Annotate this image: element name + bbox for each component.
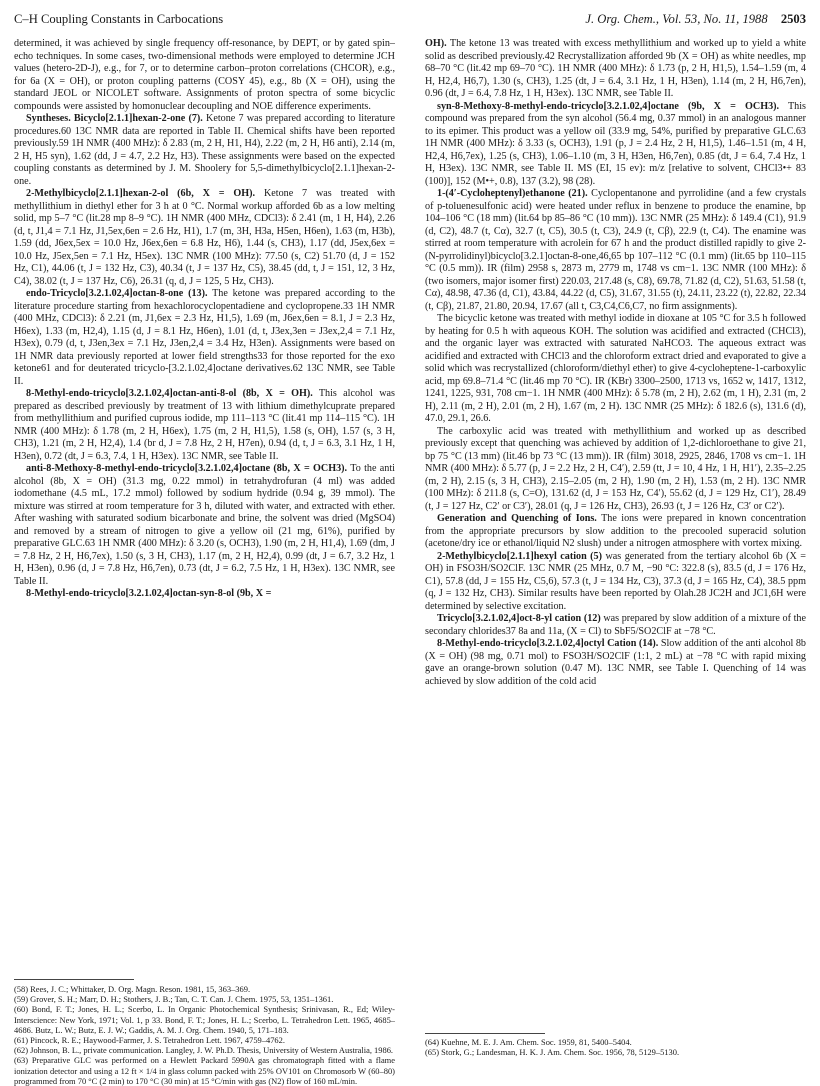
paragraph-heading: 2-Methylbicyclo[2.1.1]hexan-2-ol (6b, X = OH).: [26, 188, 256, 199]
footnote: (60) Bond, F. T.; Jones, H. L.; Scerbo, L. In Organic Photochemical Synthesis; Srinivasan, R., Ed; Wiley-Interscience: New York, 1971; Vol. 1, p 33. Bond, F. T.; Jones, H. L.; Scerbo, L. Tetrahedron Lett. 1965, 4685–4686. Butz, L. W.; Butz, E. J. W.; Gaddis, A. M. J. Org. Chem. 1940, 5, 171–183.: [14, 1004, 395, 1035]
footnote: (65) Stork, G.; Landesman, H. K. J. Am. Chem. Soc. 1956, 78, 5129–5130.: [425, 1047, 680, 1058]
paragraph-heading: endo-Tricyclo[3.2.1.02,4]octan-8-one (13).: [26, 288, 208, 299]
paragraph: [425, 313, 806, 426]
footnote: (58) Rees, J. C.; Whittaker, D. Org. Magn. Reson. 1981, 15, 363–369.: [14, 984, 251, 994]
paragraph: [425, 426, 806, 514]
paragraph-heading: 8-Methyl-endo-tricyclo[3.2.1.02,4]octan-anti-8-ol (8b, X = OH).: [26, 388, 313, 399]
paragraph-text: This compound was prepared from the syn alcohol (56.4 mg, 0.37 mmol) in an analogous manner to its epimer. This product was a yellow oil (33.9 mg, 54%, purified by preparative GLC.63 1H NMR (400 MHz): δ 3.33 (s, OCH3), 1.91 (p, J = 2.4 Hz, 2 H, H1,5), 1.46–1.51 (m, 4 H, H2,4, H6,7ex), 1.25 (s, CH3), 1.06–1.10 (m, 3 H, H3en, H6,7en), 0.85 (dt, J = 6.4, 7.4 Hz, 1 H, H3ex). 13C NMR, see Table II. MS (EI, 15 ev): m/z [relative to solvent, CHCl3•+ 83 (100)], 152 (M•+, 0.8), 137 (3.2), 98 (28).: [425, 100, 806, 187]
footnote-rule-right: [425, 1033, 545, 1034]
paragraph: [14, 463, 395, 588]
running-title: C–H Coupling Constants in Carbocations: [14, 12, 224, 26]
paragraph-text: Cyclopentanone and pyrrolidine (and a few crystals of p-toluenesulfonic acid) were heated under reflux in benzene to produce the enamine, bp 104–106 °C (18 mm) (lit.64 bp 85–86 °C (10 mm)). 13C NMR (25 MHz): δ 149.4 (C1), 91.9 (d, C2), 48.7 (t, Cα), 32.7 (t, C5), 30.5 (t, C3), 24.9 (t, Cβ), 22.9 (t, C4). The enamine was stirred at room temperature with acrolein for 67 h and the product distilled rapidly to give 2-(N-pyrrolidinyl)bicyclo[3.2.1]octan-8-one,46,65 bp 107–112 °C (0.1 mm) (lit.65 bp 110–115 °C (0.5 mm)). IR (film) 2958 s, 2873 m, 2779 m, 1748 vs cm−1. 13C NMR (100 MHz): δ (two isomers, major isomer first) 220.03, 217.48 (s, C8), 69.78, 71.82 (d, C2), 51.63, 51.58 (t, Cα), 48.98, 47.36 (d, C1), 43.84, 44.22 (d, C5), 31.67, 31.55 (t), 24.11, 23.22 (t), 22.82, 22.34 (t, Cβ), 21.87, 21.80, 20.94, 17.67 (all t, C3,C4,C6,C7, no firm assignments).: [425, 188, 807, 312]
paragraph: [14, 113, 395, 188]
footnote: (59) Grover, S. H.; Marr, D. H.; Stothers, J. B.; Tan, C. T. Can. J. Chem. 1975, 53, 1351–1361.: [14, 994, 334, 1005]
paragraph-heading: OH).: [425, 38, 447, 49]
paragraph-heading: Syntheses. Bicyclo[2.1.1]hexan-2-one (7).: [26, 113, 203, 124]
paragraph-heading: Generation and Quenching of Ions.: [437, 513, 597, 524]
paragraph-text: The carboxylic acid was treated with methyllithium and worked up as described previously except that quenching was achieved by addition of 1,2-dichloroethane to give 21, bp 75 °C (13 mm) (lit.46 bp 73 °C (13 mm)). IR (film) 3018, 2925, 2846, 1708 vs cm−1. 1H NMR (400 MHz): δ 5.77 (p, J = 2.2 Hz, 2 H, C4′), 2.59 (tt, J = 10, 4 Hz, 1 H, H1′), 2.35–2.25 (m, 2 H), 2.15 (s, 3 H, CH3), 2.15–2.05 (m, 2 H), 1.90 (m, 2 H), 1.53 (m, 2 H). 13C NMR (100 MHz): δ 211.8 (s, C=O), 131.62 (d, J = 153 Hz, C4′), 55.62 (d, J = 129 Hz, C1′), 28.49 (t, J = 127 Hz, C2′ or C3′), 28.01 (q, J = 126 Hz, CH3), 26.93 (t, J = 126 Hz, C3′ or C2′).: [425, 425, 806, 512]
footnote: (64) Kuehne, M. E. J. Am. Chem. Soc. 1959, 81, 5400–5404.: [425, 1037, 632, 1047]
running-header: [14, 12, 806, 34]
paragraph-text: The ions were prepared in known concentration from the appropriate precursors by slow addition to the precooled superacid solution (acetone/dry ice or ethanol/liquid N2 slush) under a nitrogen atmosphere with vortex mixing.: [425, 513, 807, 549]
paragraph: [14, 188, 395, 288]
paragraph-text: was prepared by slow addition of a mixture of the secondary chlorides37 8a and 11a, (X = Cl) to SbF5/SO2ClF at −78 °C.: [425, 613, 806, 637]
paragraph-text: Slow addition of the anti alcohol 8b (X = OH) (98 mg, 0.71 mol) to FSO3H/SO2ClF (1:1, 2 mL) at −78 °C with rapid mixing gave an orange-brown solution (0.47 M). 13C NMR, see Table I. Quenching of 14 was achieved by slow addition of the cold acid: [425, 638, 806, 687]
right-text-column: [425, 38, 806, 988]
paragraph-text: This alcohol was prepared as described previously by treatment of 13 with lithium dimethylcuprate prepared from methyllithium and purified cuprous iodide, mp 111–113 °C (lit.41 mp 114–115 °C). 1H NMR (400 MHz): δ 1.78 (m, 2 H, H6ex), 1.75 (m, 2 H, H1,5), 1.58 (s, OH), 1.57 (s, 3 H, CH3), 1.21 (m, 2 H, H2,4), 1.4 (br d, J = 7.8 Hz, 2 H, H7en), 0.94 (d, t, J = 6.3, 3.1 Hz, 1 H, H3en), 0.72 (dt, J = 6.3, 7.4, 1 H, H3ex). 13C NMR, see Table II.: [14, 388, 395, 462]
paragraph-text: The bicyclic ketone was treated with methyl iodide in dioxane at 105 °C for 3.5 h followed by heating for 0.5 h with aqueous KOH. The solution was acidified and extracted (CHCl3), and the organic layer was extracted with saturated NaHCO3. The aqueous extract was acidified and extracted with CHCl3 and the chloroform extract dried and evaporated to give a solid which was recrystallized (chloroform/diethyl ether) to give 4-cycloheptene-1-carboxylic acid, mp 69.8–71.4 °C (lit.46 mp 70 °C). IR (KBr) 3300–2500, 1713 vs, 1652 w, 1417, 1312, 1241, 1225, 931, 708 cm−1. 1H NMR (400 MHz): δ 5.78 (m, 2 H), 2.62 (m, 1 H), 2.31 (m, 2 H), 2.11 (m, 2 H), 2.01 (m, 2 H), 1.67 (m, 2 H). 13C NMR (25 MHz): δ 182.6 (s), 131.6 (d), 47.0, 29.1, 26.6.: [425, 313, 806, 424]
paragraph-text: To the anti alcohol (8b, X = OH) (31.3 mg, 0.22 mmol) in tetrahydrofuran (4 ml) was added iodomethane (4.5 mL, 17.2 mmol) followed by sodium hydride (0.94 g, 39 mmol). The mixture was stirred at room temperature for 3 h, diluted with water, and extracted with ether. After washing with saturated sodium bicarbonate and brine, the solvent was dried (MgSO4) and removed by a stream of nitrogen to give a yellow oil (21 mg, 61%), purified by preparative GLC.63 1H NMR (400 MHz): δ 3.20 (s, OCH3), 1.90 (m, 2 H, H1,4), 1.69 (dm, J = 7.8 Hz, 2 H, H6,7ex), 1.50 (s, 3 H, CH3), 1.17 (m, 2 H, H2,4), 0.99 (dt, J = 6.7, 3.2 Hz, 1 H, H3en), 0.96 (d, J = 7.8 Hz, H6,7en), 0.73 (dt, J = 6.2, 7.5 Hz, 1 H, H3ex). 13C NMR, see Table II.: [14, 463, 395, 587]
paragraph-text: The ketone 13 was treated with excess methyllithium and worked up to yield a white solid as described previously.42 Recrystallization afforded 9b (X = OH) as white needles, mp 68–70 °C (lit.42 mp 69–70 °C). 1H NMR (400 MHz): δ 1.73 (p, 2 H, H1,5), 1.54–1.59 (m, 4 H, H2,4, H6,7), 1.30 (s, CH3), 1.25 (dt, J = 6.4, 3.1 Hz, 1 H, H3en), 1.14 (m, 2 H, H6,7en), 0.96 (dt, J = 6.4, 7.8 Hz, 1 H, H3ex). 13C NMR, see Table II.: [425, 38, 806, 99]
paragraph: [425, 513, 806, 551]
paragraph: [425, 38, 806, 101]
paragraph: [425, 101, 806, 189]
paragraph: [14, 588, 395, 601]
paragraph-text: determined, it was achieved by single frequency off-resonance, by DEPT, or by gated spin–echo techniques. In some cases, two-dimensional methods were employed to determine JCH values (hetero-2D-J), e.g., for 7, or to determine carbon–proton correlations (CHCOR), e.g., for 6a (X = OH), or proton coupling patterns (COSY 45), e.g., 8b (X = OH), using the standard JEOL or NICOLET software. Assignments of proton spectra of some bicyclic compounds were assisted by homonuclear decoupling and NOE difference experiments.: [14, 38, 395, 112]
page-number: 2503: [780, 12, 806, 26]
paragraph-heading: 8-Methyl-endo-tricyclo[3.2.1.02,4]octyl Cation (14).: [437, 638, 659, 649]
left-text-column: [14, 38, 395, 974]
paragraph: [14, 388, 395, 463]
paragraph-text: was generated from the tertiary alcohol 6b (X = OH) in FSO3H/SO2ClF. 13C NMR (25 MHz, 0.7 M, −90 °C: 322.8 (s), 83.5 (d, J = 176 Hz, C1), 57.8 (dd, J = 155 Hz, C5,6), 57.3 (t, J = 134 Hz, C3), 37.3 (d, J = 165 Hz, C4), 38.5 ppm (q, J = 132 Hz, CH3). Similar results have been reported by Olah.28 JC2H and JC1,6H were determined by selective excitation.: [425, 550, 807, 612]
paragraph-heading: syn-8-Methoxy-8-methyl-endo-tricyclo[3.2.1.02,4]octane (9b, X = OCH3).: [437, 100, 780, 112]
paragraph-heading: anti-8-Methoxy-8-methyl-endo-tricyclo[3.2.1.02,4]octane (8b, X = OCH3).: [26, 463, 348, 474]
footnotes-right: [425, 1037, 806, 1057]
paragraph: [425, 638, 806, 688]
paragraph-heading: 1-(4′-Cycloheptenyl)ethanone (21).: [437, 188, 588, 199]
paragraph-heading: Tricyclo[3.2.1.02,4]oct-8-yl cation (12): [437, 613, 601, 624]
footnote: (62) Johnson, B. L., private communication. Langley, J. W. Ph.D. Thesis, University of Western Australia, 1986.: [14, 1045, 394, 1056]
paragraph-heading: 2-Methylbicyclo[2.1.1]hexyl cation (5): [437, 550, 602, 562]
footnote: (63) Preparative GLC was performed on a Hewlett Packard 5990A gas chromatograph fitted with a flame ionization detector and using a 12 ft × 1/4 in glass column packed with 25% OV101 on Chromosorb W (60–80) programmed from 70 °C (2 min) to 170 °C (30 min) at 15 °C/min with gas (N2) flow of 160 mL/min.: [14, 1055, 395, 1086]
footnote: (61) Pincock, R. E.; Haywood-Farmer, J. S. Tetrahedron Lett. 1967, 4759–4762.: [14, 1035, 285, 1046]
paragraph: [425, 551, 806, 614]
paragraph-heading: 8-Methyl-endo-tricyclo[3.2.1.02,4]octan-syn-8-ol (9b, X =: [26, 588, 272, 599]
footnote-rule-left: [14, 979, 134, 980]
footnotes-left: [14, 984, 395, 1086]
paragraph: [14, 288, 395, 388]
paragraph: [425, 613, 806, 638]
journal-name: J. Org. Chem., Vol. 53, No. 11, 1988: [585, 12, 768, 26]
paragraph: [425, 188, 806, 313]
paragraph-text: Ketone 7 was treated with methyllithium in diethyl ether for 3 h at 0 °C. Normal workup afforded 6b as a low melting solid, mp 5–7 °C (lit.28 mp 8–9 °C). 1H NMR (400 MHz, CDCl3): δ 2.41 (m, 1 H, H4), 2.26 (d, t, J1,4 = 7.1 Hz, J1,5ex,6en = 2.6 Hz, H1), 1.7 (m, 3H, H3a, H5en, H6en), 1.63 (m, H3b), 1.59 (dd, J6ex,5ex = 10.0 Hz, J6ex,6en = 6.8 Hz, H6), 1.44 (s, CH3), 1.17 (dd, J5ex,6ex = 10.0 Hz, J5ex,5en = 7.1 Hz, H5ex). 13C NMR (100 MHz): 77.50 (s, C2) 51.70 (d, J = 152 Hz, C1), 44.06 (t, J = 132 Hz, C3), 40.34 (t, J = 137 Hz, C5), 38.45 (dd, t, J = 151, 12, 3 Hz, C4), 38.02 (t, J = 137 Hz, C6), 26.31 (q, d, J = 125, 5 Hz, CH3).: [14, 188, 396, 287]
paragraph-text: Ketone 7 was prepared according to literature procedures.60 13C NMR data are reported in Table II. Chemical shifts have been reported previously.59 1H NMR (400 MHz): δ 2.83 (m, 2 H, H1, H4), 2.22 (m, 2 H, H6 anti), 2.14 (m, 2 H, H5 syn), 1.62 (dd, J = 4.7, 2.2 Hz, H3). These assignments were based on the expected coupling constants as determined by J. M. Shoolery for 5,5-dimethylbicyclo[2.1.1]hexan-2-one.: [14, 113, 395, 187]
paragraph: [14, 38, 395, 113]
paragraph-text: The ketone was prepared according to the literature procedure starting from hexachlorocyclopentadiene and cyclopropene.33 1H NMR (400 MHz, CDCl3): δ 2.21 (m, J1,6ex = 2.3 Hz, H1,5), 1.69 (m, J6ex,6en = 8.1, J = 2.3 Hz, H6ex), 1.33 (m, H2,4), 1.15 (d, J = 8.1 Hz, H6en), 1.01 (d, t, J3ex,3en = J3ex,2,4 = 7.1 Hz, H3ex), 0.79 (d, t, J3en,3ex = 7.1 Hz, J3en,2,4 = 3.4 Hz, H3en). Assignments were based on 1H NMR data previously reported at lower field strengths33 for those reported for the exo ketone61 and for deuterated tricyclo-[3.2.1.02,4]octane derivatives.62 13C NMR, see Table II.: [14, 288, 395, 387]
journal-citation: [585, 12, 806, 27]
